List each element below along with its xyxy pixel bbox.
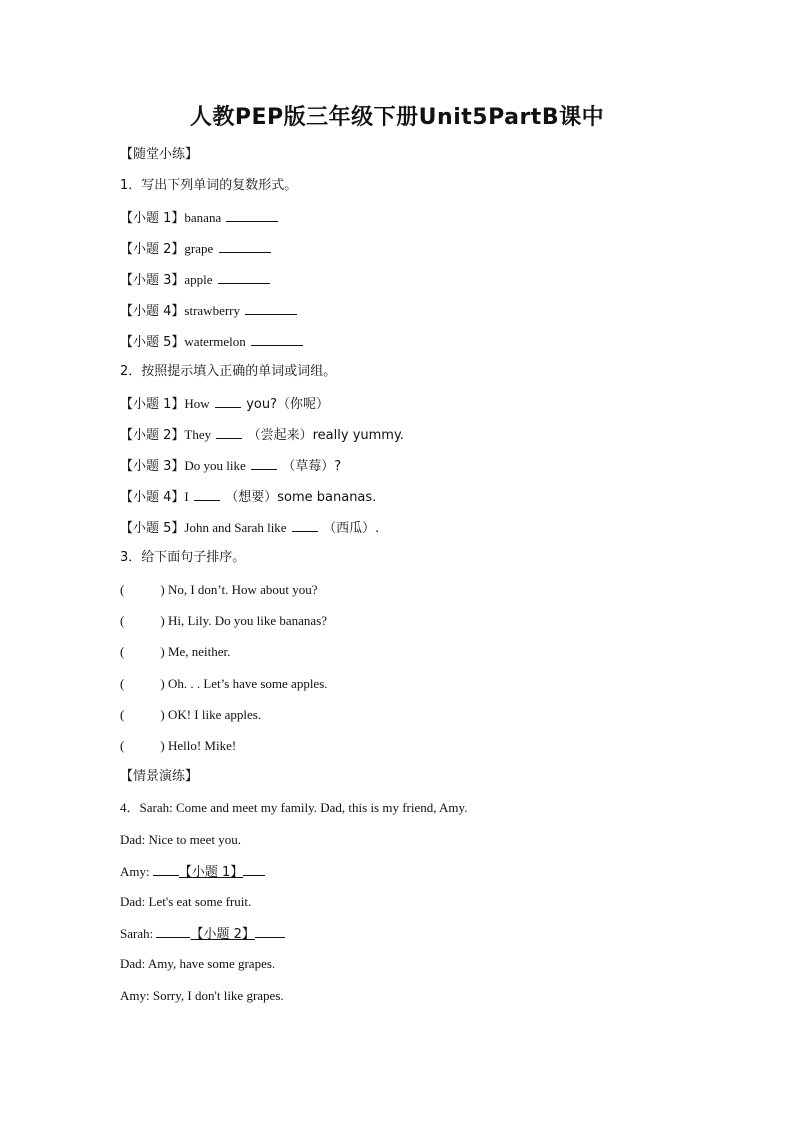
item-text-before: John and Sarah like: [184, 520, 287, 535]
speaker: Dad:: [120, 956, 146, 971]
blank-label[interactable]: 【小题 1】: [178, 865, 244, 880]
item-label: 【小题 2】: [120, 428, 185, 443]
order-paren-close: ): [160, 676, 165, 691]
order-paren-open: (: [120, 644, 125, 659]
dialogue-text: Sorry, I don't like grapes.: [152, 988, 284, 1003]
q1-item: [120, 238, 273, 258]
answer-blank[interactable]: [245, 300, 297, 315]
section-heading-situation: 【情景演练】: [120, 769, 199, 784]
q2-item: [120, 517, 379, 537]
item-label: 【小题 3】: [120, 459, 185, 474]
sentence-text: Oh. . . Let’s have some apples.: [167, 676, 328, 691]
order-paren-close: ): [160, 613, 165, 628]
item-word: grape: [184, 241, 214, 256]
order-paren-open: (: [120, 582, 125, 597]
q1-heading: 1．写出下列单词的复数形式。: [120, 178, 298, 193]
q1-item: [120, 331, 305, 351]
order-paren-open: (: [120, 707, 125, 722]
item-word: watermelon: [184, 334, 246, 349]
item-label: 【小题 4】: [120, 490, 185, 505]
q1-item: [120, 269, 272, 289]
speaker: Dad:: [120, 832, 146, 847]
item-label: 【小题 5】: [120, 335, 185, 350]
answer-blank[interactable]: [292, 517, 318, 532]
dialogue-text: Let's eat some fruit.: [148, 894, 252, 909]
order-paren-close: ): [160, 644, 165, 659]
answer-blank[interactable]: [156, 923, 190, 938]
item-label: 【小题 4】: [120, 304, 185, 319]
q3-item: [120, 674, 328, 694]
q3-item: [120, 705, 261, 725]
item-text-after: （草莓）?: [282, 459, 342, 474]
dialogue-text: Nice to meet you.: [148, 832, 241, 847]
item-text-before: Do you like: [184, 458, 246, 473]
speaker: Amy:: [120, 864, 150, 879]
item-label: 【小题 1】: [120, 211, 185, 226]
dialogue-line: [120, 861, 265, 881]
q2-item: [120, 486, 376, 506]
q2-item: [120, 393, 329, 413]
answer-blank[interactable]: [255, 923, 285, 938]
item-label: 【小题 5】: [120, 521, 185, 536]
dialogue-line: [120, 830, 241, 850]
answer-blank[interactable]: [194, 486, 220, 501]
q3-item: [120, 611, 327, 631]
q1-item: [120, 207, 280, 227]
sentence-text: Hi, Lily. Do you like bananas?: [167, 613, 328, 628]
order-paren-close: ): [160, 707, 165, 722]
speaker: Amy:: [120, 988, 150, 1003]
q1-item: [120, 300, 299, 320]
dialogue-line: [120, 892, 251, 912]
item-text-after: （西瓜）.: [323, 521, 380, 536]
item-word: strawberry: [184, 303, 240, 318]
answer-blank[interactable]: [218, 269, 270, 284]
answer-blank[interactable]: [215, 393, 241, 408]
order-paren-close: ): [160, 738, 165, 753]
item-word: banana: [184, 210, 222, 225]
answer-blank[interactable]: [216, 424, 242, 439]
section-heading-practice: 【随堂小练】: [120, 147, 199, 162]
item-text-after: （尝起来）really yummy.: [247, 428, 404, 443]
order-paren-open: (: [120, 738, 125, 753]
answer-blank[interactable]: [251, 455, 277, 470]
dialogue-text: Amy, have some grapes.: [147, 956, 276, 971]
item-label: 【小题 1】: [120, 397, 185, 412]
item-text-before: How: [184, 396, 210, 411]
q2-item: [120, 424, 404, 444]
answer-blank[interactable]: [243, 861, 265, 876]
q3-heading: 3．给下面句子排序。: [120, 550, 246, 565]
speaker: Dad:: [120, 894, 146, 909]
item-text-before: I: [184, 489, 189, 504]
item-word: apple: [184, 272, 213, 287]
q2-item: [120, 455, 341, 475]
answer-blank[interactable]: [219, 238, 271, 253]
q4-intro: 4．Sarah: Come and meet my family. Dad, this is my friend, Amy.: [120, 800, 468, 815]
item-label: 【小题 3】: [120, 273, 185, 288]
item-text-before: They: [184, 427, 212, 442]
q3-item: [120, 736, 236, 756]
sentence-text: No, I don’t. How about you?: [167, 582, 318, 597]
item-label: 【小题 2】: [120, 242, 185, 257]
sentence-text: Hello! Mike!: [167, 738, 237, 753]
dialogue-line: [120, 986, 284, 1006]
item-text-after: （想要）some bananas.: [225, 490, 377, 505]
speaker: Sarah:: [120, 926, 154, 941]
q3-item: [120, 580, 318, 600]
sentence-text: Me, neither.: [167, 644, 231, 659]
answer-blank[interactable]: [153, 861, 179, 876]
order-paren-open: (: [120, 676, 125, 691]
sentence-text: OK! I like apples.: [167, 707, 262, 722]
dialogue-line: [120, 923, 285, 943]
answer-blank[interactable]: [251, 331, 303, 346]
q3-item: [120, 642, 230, 662]
order-paren-open: (: [120, 613, 125, 628]
order-paren-close: ): [160, 582, 165, 597]
q2-heading: 2．按照提示填入正确的单词或词组。: [120, 364, 337, 379]
item-text-after: you?（你呢）: [246, 397, 329, 412]
answer-blank[interactable]: [226, 207, 278, 222]
page-title: 人教PEP版三年级下册Unit5PartB课中: [189, 105, 605, 130]
dialogue-line: [120, 954, 275, 974]
blank-label[interactable]: 【小题 2】: [190, 927, 255, 942]
